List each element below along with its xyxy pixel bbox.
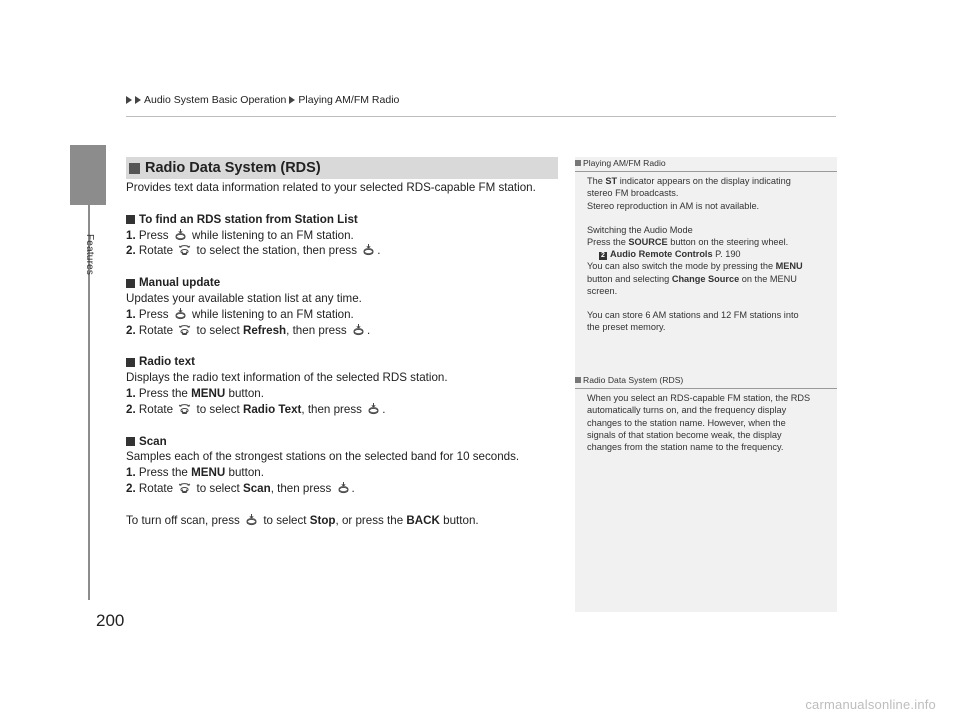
interface-dial-rotate-icon <box>178 243 191 256</box>
scan-step-2: 2. Rotate to select Scan, then press . <box>126 481 355 495</box>
breadcrumb-item[interactable]: Audio System Basic Operation <box>144 94 287 106</box>
section-title-bar <box>126 157 558 179</box>
note-marker-icon <box>575 377 581 383</box>
interface-dial-press-icon <box>245 513 258 526</box>
manual-step-2: 2. Rotate to select Refresh, then press . <box>126 323 371 337</box>
find-step-1: 1. Press while listening to an FM station. <box>126 228 354 242</box>
breadcrumb-item[interactable]: Playing AM/FM Radio <box>298 94 400 106</box>
subheading-radiotext: Radio text <box>126 354 566 370</box>
radiotext-step-2: 2. Rotate to select Radio Text, then press . <box>126 402 386 416</box>
subheading-square-icon <box>126 279 135 288</box>
section-title: Radio Data System (RDS) <box>145 160 321 176</box>
scan-desc: Samples each of the strongest stations on the selected band for 10 seconds. <box>126 450 520 464</box>
interface-dial-press-icon <box>367 402 380 415</box>
section-square-icon <box>129 163 140 174</box>
note-marker-icon <box>575 160 581 166</box>
interface-dial-press-icon <box>174 307 187 320</box>
side-tab-block <box>70 145 106 205</box>
scan-off-text: To turn off scan, press to select Stop, or press the BACK button. <box>126 513 479 527</box>
interface-dial-press-icon <box>337 481 350 494</box>
subheading-square-icon <box>126 358 135 367</box>
interface-dial-press-icon <box>362 243 375 256</box>
subheading-square-icon <box>126 215 135 224</box>
cross-reference-link[interactable]: 2 Audio Remote Controls P. 190 <box>587 248 825 260</box>
subheading-manual: Manual update <box>126 275 566 291</box>
side-tab-label: Features <box>84 234 95 276</box>
note-rds: Radio Data System (RDS) When you select an RDS-capable FM station, the RDS automatically turns on, and the frequency display changes to the station name. However, when the signals of that station become weak, the display changes from the station name to the frequency. <box>575 374 837 453</box>
manual-desc: Updates your available station list at any time. <box>126 291 362 305</box>
breadcrumb <box>126 94 399 106</box>
page-number: 200 <box>96 611 125 630</box>
radiotext-desc: Displays the radio text information of the selected RDS station. <box>126 371 448 385</box>
subheading-scan: Scan <box>126 434 566 450</box>
note-playing-am-fm: Playing AM/FM Radio The ST indicator appears on the display indicating stereo FM broadcasts. Stereo reproduction in AM is not available. Switching the Audio Mode Press the SOURCE button on the steering wheel. 2 Audio Remote Controls P. 190 You can also switch the mode by pressing the MENU button and selecting Change Source on the MENU screen. You can store 6 AM stations and 12 FM stations into the preset memory. <box>575 157 837 333</box>
breadcrumb-arrow-icon <box>135 96 141 104</box>
interface-dial-rotate-icon <box>178 323 191 336</box>
radiotext-step-1: 1. Press the MENU button. <box>126 386 264 400</box>
interface-dial-rotate-icon <box>178 402 191 415</box>
breadcrumb-arrow-icon <box>289 96 295 104</box>
interface-dial-press-icon <box>174 228 187 241</box>
note-header: Radio Data System (RDS) <box>575 374 837 389</box>
side-notes-panel <box>575 157 837 612</box>
header-rule <box>126 116 836 117</box>
find-step-2: 2. Rotate to select the station, then press . <box>126 244 381 258</box>
manual-step-1: 1. Press while listening to an FM station. <box>126 307 354 321</box>
intro-text: Provides text data information related to your selected RDS-capable FM station. <box>126 181 536 194</box>
note-header: Playing AM/FM Radio <box>575 157 837 172</box>
main-content <box>126 180 566 529</box>
subheading-square-icon <box>126 437 135 446</box>
breadcrumb-arrow-icon <box>126 96 132 104</box>
interface-dial-rotate-icon <box>178 481 191 494</box>
watermark: carmanualsonline.info <box>805 697 936 712</box>
scan-step-1: 1. Press the MENU button. <box>126 466 264 480</box>
interface-dial-press-icon <box>352 323 365 336</box>
subheading-find: To find an RDS station from Station List <box>126 212 566 228</box>
reference-arrow-icon: 2 <box>599 252 607 260</box>
